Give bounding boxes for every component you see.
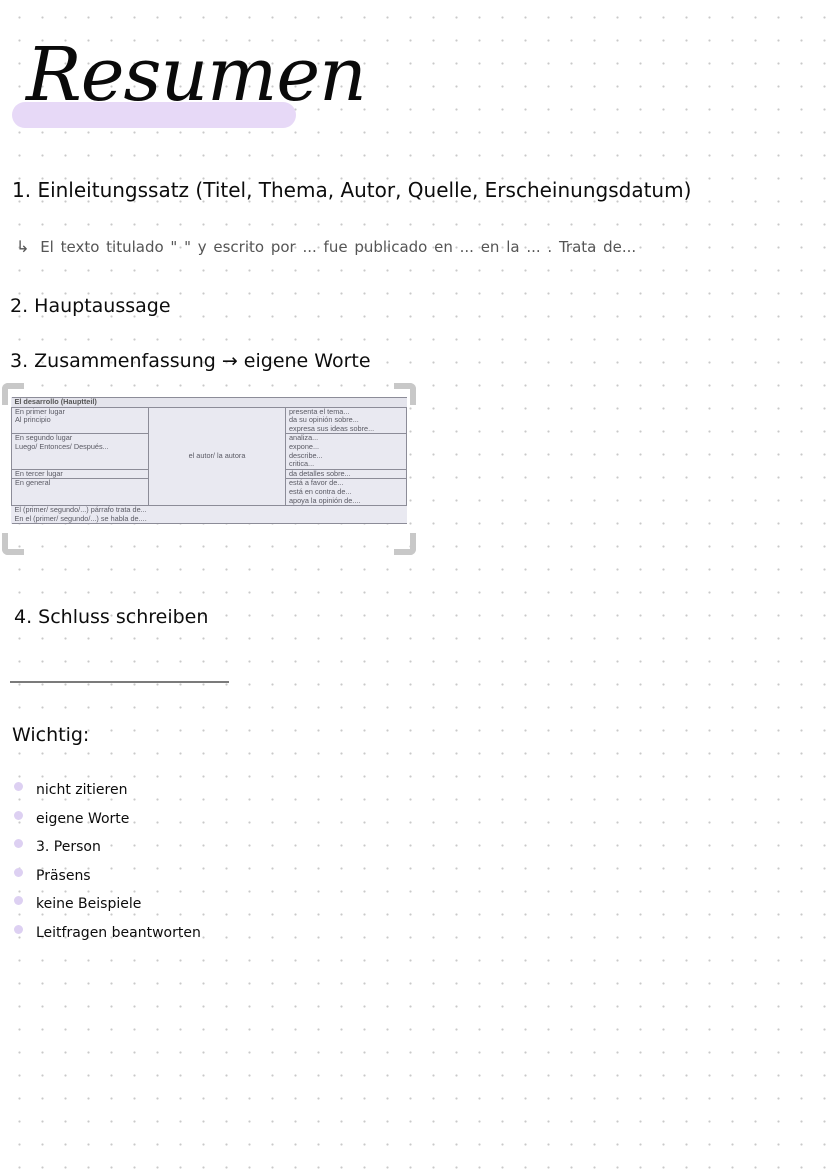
section-1-heading: 1. Einleitungssatz (Titel, Thema, Autor, Quelle, Erscheinungsdatum): [12, 178, 692, 202]
table-row: En tercer lugar da detalles sobre...: [12, 469, 407, 479]
bullet-dot-icon: [14, 896, 23, 905]
bullet-dot-icon: [14, 782, 23, 791]
section-4-heading: 4. Schluss schreiben: [14, 606, 209, 628]
embedded-table-image[interactable]: [6, 387, 412, 551]
section-2-heading: 2. Hauptaussage: [10, 295, 171, 317]
table-footer: El (primer/ segundo/...) párrafo trata de... En el (primer/ segundo/...) se habla de....: [12, 506, 407, 524]
table-row: En segundo lugar Luego/ Entonces/ Después... analiza... expone... describe... critica...: [12, 434, 407, 469]
title-block: [12, 18, 366, 148]
bullet-dot-icon: [14, 925, 23, 934]
important-label: Wichtig:: [12, 724, 90, 746]
crop-handle-bottom-right[interactable]: [394, 533, 416, 555]
page-title: Resumen: [26, 32, 366, 118]
bullet-dot-icon: [14, 839, 23, 848]
template-sentence-text: El texto titulado " " y escrito por ... fue publicado en ... en la ... . Trata de...: [40, 238, 637, 256]
return-arrow-icon: ↳: [16, 237, 30, 256]
divider-line: [10, 681, 229, 683]
bullet-dot-icon: [14, 868, 23, 877]
table-row: En primer lugar Al principio el autor/ la autora presenta el tema... da su opinión sobre... expresa sus ideas sobre...: [12, 407, 407, 434]
section-3-heading: 3. Zusammenfassung → eigene Worte: [10, 350, 371, 372]
phrases-table: [11, 397, 407, 524]
table-middle-cell: el autor/ la autora: [149, 407, 286, 506]
section-1-template-sentence: [16, 237, 636, 256]
table-header: El desarrollo (Hauptteil): [12, 398, 407, 408]
bullet-dot-icon: [14, 811, 23, 820]
table-row: En general está a favor de... está en contra de... apoya la opinión de....: [12, 479, 407, 506]
crop-handle-bottom-left[interactable]: [2, 533, 24, 555]
